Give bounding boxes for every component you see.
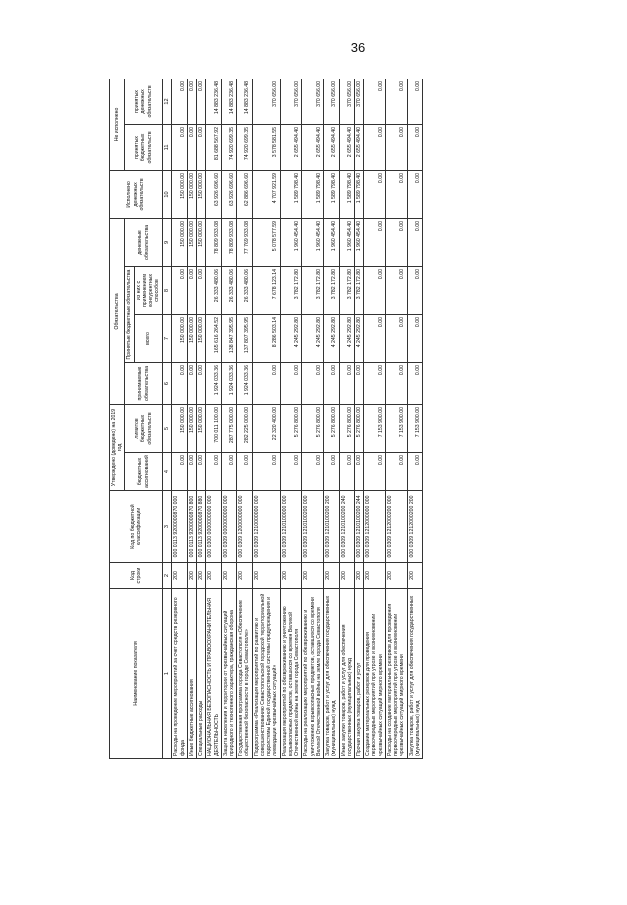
cell-not-fulfilled-budget: 2 655 494.40	[339, 124, 354, 170]
cell-budget-allocations: 0.00	[280, 453, 302, 491]
cell-budget-allocations: 0.00	[385, 453, 407, 491]
cell-budget-class-code: 000 0113 9200000870 800	[187, 491, 196, 563]
cell-budget-allocations: 0.00	[324, 453, 339, 491]
cell-competitive: 0.00	[197, 267, 206, 315]
cell-competitive: 3 782 172.80	[302, 267, 324, 315]
cell-name: Расходы на проведение мероприятий за счет средств резервного фонда	[172, 589, 187, 759]
header-budget-class-code: Код по бюджетной классификации	[110, 491, 163, 563]
cell-accepted-obligations: 0.00	[385, 363, 407, 405]
cell-fulfilled-monetary: 150 000.00	[172, 170, 187, 218]
cell-monetary: 77 769 933.08	[237, 218, 252, 266]
cell-row-code: 200	[385, 563, 407, 589]
cell-row-code: 200	[407, 563, 422, 589]
cell-budget-allocations: 0.00	[252, 453, 280, 491]
cell-accepted-obligations: 0.00	[302, 363, 324, 405]
table-row	[172, 79, 187, 759]
cell-accepted-total: 137 807 395.95	[237, 315, 252, 363]
cell-name: Подпрограмма «Реализация мероприятий по развитию и совершенствованию Севастопольской городской территориальной подсистемы Единой государственной системы предупреждения и ликвидации чрезвычайных ситуаций»	[252, 589, 280, 759]
cell-competitive: 3 782 172.80	[280, 267, 302, 315]
header-row-code: Код строки	[110, 563, 163, 589]
cell-monetary: 78 809 933.08	[221, 218, 236, 266]
cell-accepted-obligations: 0.00	[252, 363, 280, 405]
cell-budget-limits: 7 153 900.00	[364, 405, 386, 453]
cell-fulfilled-monetary: 63 926 696.60	[221, 170, 236, 218]
cell-competitive: 7 678 123.14	[252, 267, 280, 315]
cell-budget-limits: 5 276 800.00	[302, 405, 324, 453]
cell-competitive: 3 782 172.80	[354, 267, 363, 315]
cell-budget-limits: 700 011 100.00	[206, 405, 221, 453]
cell-budget-class-code: 000 0113 9200000870 000	[172, 491, 187, 563]
cell-fulfilled-monetary: 150 000.00	[197, 170, 206, 218]
cell-competitive: 26 333 480.06	[221, 267, 236, 315]
cell-name: Закупка товаров, работ и услуг для обеспечения государственных (муниципальных) нужд	[407, 589, 422, 759]
header-competitive: из них с применением конкурентных способов	[134, 267, 162, 315]
cell-not-fulfilled-monetary: 370 656.00	[339, 79, 354, 124]
cell-budget-allocations: 0.00	[407, 453, 422, 491]
cell-fulfilled-monetary: 63 926 696.60	[206, 170, 221, 218]
cell-monetary: 150 000.00	[187, 218, 196, 266]
cell-not-fulfilled-monetary: 0.00	[187, 79, 196, 124]
cell-not-fulfilled-monetary: 0.00	[172, 79, 187, 124]
cell-accepted-obligations: 0.00	[324, 363, 339, 405]
cell-name: Закупка товаров, работ и услуг для обеспечения государственных (муниципальных) нужд	[324, 589, 339, 759]
header-not-accepted-budget: принятых бюджетных обязательств	[125, 124, 162, 170]
cell-not-fulfilled-budget: 2 655 494.40	[280, 124, 302, 170]
cell-fulfilled-monetary: 1 589 798.40	[354, 170, 363, 218]
header-not-accepted-monetary: принятых денежных обязательств	[125, 79, 162, 124]
cell-not-fulfilled-budget: 74 920 699.35	[221, 124, 236, 170]
cell-not-fulfilled-monetary: 370 656.00	[252, 79, 280, 124]
cell-not-fulfilled-budget: 81 688 567.92	[206, 124, 221, 170]
cell-row-code: 200	[197, 563, 206, 589]
cell-competitive: 0.00	[385, 267, 407, 315]
cell-budget-allocations: 0.00	[302, 453, 324, 491]
cell-monetary: 1 960 454.40	[324, 218, 339, 266]
cell-not-fulfilled-monetary: 370 656.00	[302, 79, 324, 124]
cell-fulfilled-monetary: 0.00	[385, 170, 407, 218]
cell-name: Реализация мероприятий по обезвреживанию и уничтожению взрывоопасных предметов, оставшихся со времен Великой Отечественной войны на земле города Севастополя	[280, 589, 302, 759]
cell-budget-allocations: 0.00	[339, 453, 354, 491]
cell-not-fulfilled-monetary: 370 656.00	[324, 79, 339, 124]
column-number: 11	[162, 124, 172, 170]
table-row	[187, 79, 196, 759]
column-number-row	[162, 79, 172, 759]
cell-row-code: 200	[252, 563, 280, 589]
cell-competitive: 3 782 172.80	[324, 267, 339, 315]
cell-name: Прочая закупка товаров, работ и услуг	[354, 589, 363, 759]
cell-row-code: 200	[206, 563, 221, 589]
cell-not-fulfilled-monetary: 370 656.00	[280, 79, 302, 124]
cell-monetary: 150 000.00	[172, 218, 187, 266]
table-row	[197, 79, 206, 759]
header-accepted-obligations: принимаемые обязательства	[125, 363, 162, 405]
cell-accepted-total: 150 000.00	[172, 315, 187, 363]
cell-accepted-obligations: 0.00	[187, 363, 196, 405]
cell-name: НАЦИОНАЛЬНАЯ БЕЗОПАСНОСТЬ И ПРАВООХРАНИТЕЛЬНАЯ ДЕЯТЕЛЬНОСТЬ	[206, 589, 221, 759]
cell-budget-allocations: 0.00	[206, 453, 221, 491]
table-row	[280, 79, 302, 759]
cell-name: Специальные расходы	[197, 589, 206, 759]
cell-not-fulfilled-monetary: 0.00	[385, 79, 407, 124]
cell-competitive: 3 782 172.80	[339, 267, 354, 315]
cell-budget-allocations: 0.00	[187, 453, 196, 491]
cell-accepted-total: 150 000.00	[197, 315, 206, 363]
header-approved-group: Утверждено (доведено) на 2019 год	[110, 405, 125, 491]
table-row	[354, 79, 363, 759]
cell-budget-class-code: 000 0309 1212000200 000	[385, 491, 407, 563]
cell-budget-allocations: 0.00	[364, 453, 386, 491]
table-row	[221, 79, 236, 759]
cell-monetary: 1 960 454.40	[354, 218, 363, 266]
column-number: 7	[162, 315, 172, 363]
header-total: всего	[134, 315, 162, 363]
page-number: 36	[350, 40, 366, 55]
table-row	[407, 79, 422, 759]
table-row	[385, 79, 407, 759]
cell-row-code: 200	[354, 563, 363, 589]
cell-budget-allocations: 0.00	[221, 453, 236, 491]
cell-not-fulfilled-monetary: 14 883 236.48	[206, 79, 221, 124]
table-row	[206, 79, 221, 759]
cell-fulfilled-monetary: 1 589 798.40	[302, 170, 324, 218]
cell-monetary: 150 000.00	[197, 218, 206, 266]
column-number: 12	[162, 79, 172, 124]
cell-accepted-total: 165 616 264.52	[206, 315, 221, 363]
cell-not-fulfilled-budget: 74 920 699.35	[237, 124, 252, 170]
cell-monetary: 1 960 454.40	[339, 218, 354, 266]
cell-monetary: 0.00	[364, 218, 386, 266]
cell-fulfilled-monetary: 150 000.00	[187, 170, 196, 218]
cell-accepted-total: 0.00	[364, 315, 386, 363]
cell-not-fulfilled-monetary: 0.00	[364, 79, 386, 124]
column-number: 1	[162, 589, 172, 759]
cell-accepted-total: 4 245 292.80	[324, 315, 339, 363]
cell-competitive: 26 333 480.06	[237, 267, 252, 315]
table-row	[252, 79, 280, 759]
column-number: 3	[162, 491, 172, 563]
column-number: 6	[162, 363, 172, 405]
cell-budget-class-code: 000 0309 1210100200 240	[339, 491, 354, 563]
table-row	[237, 79, 252, 759]
cell-accepted-obligations: 0.00	[354, 363, 363, 405]
table-body	[172, 79, 423, 759]
column-number: 9	[162, 218, 172, 266]
cell-budget-class-code: 000 0309 1210000000 000	[252, 491, 280, 563]
cell-competitive: 0.00	[364, 267, 386, 315]
cell-budget-class-code: 000 0309 1210100200 000	[302, 491, 324, 563]
cell-competitive: 0.00	[172, 267, 187, 315]
header-not-fulfilled-group: Не исполнено	[110, 79, 125, 170]
rotated-table	[109, 79, 594, 759]
cell-budget-limits: 7 153 900.00	[407, 405, 422, 453]
cell-competitive: 0.00	[407, 267, 422, 315]
header-name: Наименование показателя	[110, 589, 163, 759]
header-budget-allocations: бюджетных ассигнований	[125, 453, 162, 491]
cell-budget-limits: 5 276 800.00	[324, 405, 339, 453]
cell-fulfilled-monetary: 62 886 696.60	[237, 170, 252, 218]
cell-row-code: 200	[302, 563, 324, 589]
cell-budget-limits: 22 320 400.00	[252, 405, 280, 453]
cell-budget-class-code: 000 0309 1212000000 000	[364, 491, 386, 563]
cell-monetary: 0.00	[407, 218, 422, 266]
cell-row-code: 200	[237, 563, 252, 589]
cell-accepted-obligations: 0.00	[364, 363, 386, 405]
cell-row-code: 200	[221, 563, 236, 589]
cell-budget-limits: 282 225 000.00	[237, 405, 252, 453]
cell-budget-class-code: 000 0113 9200000870 880	[197, 491, 206, 563]
budget-execution-table	[109, 79, 423, 759]
cell-not-fulfilled-monetary: 0.00	[407, 79, 422, 124]
cell-budget-class-code: 000 0309 1210100200 244	[354, 491, 363, 563]
cell-not-fulfilled-budget: 0.00	[364, 124, 386, 170]
cell-fulfilled-monetary: 0.00	[364, 170, 386, 218]
cell-row-code: 200	[364, 563, 386, 589]
cell-accepted-total: 138 847 395.95	[221, 315, 236, 363]
column-number: 4	[162, 453, 172, 491]
cell-accepted-obligations: 0.00	[197, 363, 206, 405]
cell-name: Иные бюджетные ассигнования	[187, 589, 196, 759]
cell-accepted-total: 4 245 292.80	[339, 315, 354, 363]
cell-accepted-obligations: 0.00	[407, 363, 422, 405]
cell-accepted-total: 4 245 292.80	[302, 315, 324, 363]
cell-budget-class-code: 000 0309 1212000200 200	[407, 491, 422, 563]
table-row	[324, 79, 339, 759]
cell-row-code: 200	[187, 563, 196, 589]
cell-competitive: 26 333 480.06	[206, 267, 221, 315]
cell-budget-limits: 5 276 800.00	[339, 405, 354, 453]
cell-not-fulfilled-budget: 0.00	[197, 124, 206, 170]
cell-not-fulfilled-budget: 2 655 494.40	[324, 124, 339, 170]
cell-not-fulfilled-budget: 0.00	[172, 124, 187, 170]
cell-budget-limits: 150 000.00	[172, 405, 187, 453]
cell-competitive: 0.00	[187, 267, 196, 315]
cell-monetary: 1 960 454.40	[302, 218, 324, 266]
cell-budget-class-code: 000 0309 0000000000 000	[221, 491, 236, 563]
cell-not-fulfilled-monetary: 370 656.00	[354, 79, 363, 124]
cell-accepted-obligations: 0.00	[172, 363, 187, 405]
cell-budget-limits: 7 153 900.00	[385, 405, 407, 453]
cell-accepted-total: 150 000.00	[187, 315, 196, 363]
cell-name: Создание материальных резервов для проведения первоочередных мероприятий при угрозе и возникновении чрезвычайных ситуаций мирного времени	[364, 589, 386, 759]
cell-budget-allocations: 0.00	[237, 453, 252, 491]
cell-accepted-obligations: 0.00	[339, 363, 354, 405]
cell-budget-limits: 150 000.00	[187, 405, 196, 453]
column-number: 5	[162, 405, 172, 453]
cell-accepted-total: 8 286 503.14	[252, 315, 280, 363]
cell-budget-class-code: 000 0309 1200000000 000	[237, 491, 252, 563]
cell-fulfilled-monetary: 1 589 798.40	[280, 170, 302, 218]
cell-accepted-obligations: 1 924 033.36	[221, 363, 236, 405]
cell-accepted-obligations: 0.00	[280, 363, 302, 405]
cell-not-fulfilled-monetary: 0.00	[197, 79, 206, 124]
cell-budget-limits: 5 276 800.00	[354, 405, 363, 453]
cell-accepted-total: 0.00	[385, 315, 407, 363]
header-budget-limits: лимитов бюджетных обязательств	[125, 405, 162, 453]
cell-not-fulfilled-budget: 3 578 581.55	[252, 124, 280, 170]
cell-name: Государственная программа города Севастополя «Обеспечение общественной безопасности в городе Севастополе»	[237, 589, 252, 759]
cell-budget-limits: 5 276 800.00	[280, 405, 302, 453]
cell-monetary: 0.00	[385, 218, 407, 266]
cell-name: Иные закупки товаров, работ и услуг для обеспечения государственных (муниципальных) нужд	[339, 589, 354, 759]
cell-name: Расходы на реализацию мероприятий по обезвреживанию и уничтожению взрывоопасных предметов, оставшихся со времени Великой Отечественной войны на земле города Севастополя	[302, 589, 324, 759]
cell-budget-limits: 150 000.00	[197, 405, 206, 453]
table-row	[302, 79, 324, 759]
cell-monetary: 1 960 454.40	[280, 218, 302, 266]
column-number: 10	[162, 170, 172, 218]
cell-not-fulfilled-budget: 2 655 494.40	[354, 124, 363, 170]
rotated-table-area	[109, 79, 594, 759]
cell-budget-allocations: 0.00	[197, 453, 206, 491]
cell-budget-class-code: 000 0309 1210100000 000	[280, 491, 302, 563]
cell-accepted-total: 0.00	[407, 315, 422, 363]
cell-not-fulfilled-budget: 0.00	[187, 124, 196, 170]
table-header	[110, 79, 172, 759]
cell-not-fulfilled-monetary: 14 883 236.48	[221, 79, 236, 124]
cell-fulfilled-monetary: 1 589 798.40	[339, 170, 354, 218]
column-number: 2	[162, 563, 172, 589]
cell-budget-allocations: 0.00	[172, 453, 187, 491]
cell-accepted-obligations: 1 924 033.36	[237, 363, 252, 405]
table-row	[339, 79, 354, 759]
cell-not-fulfilled-budget: 2 655 494.40	[302, 124, 324, 170]
cell-not-fulfilled-budget: 0.00	[407, 124, 422, 170]
cell-budget-limits: 287 775 000.00	[221, 405, 236, 453]
cell-budget-class-code: 000 0300 0000000000 000	[206, 491, 221, 563]
cell-accepted-obligations: 1 924 033.36	[206, 363, 221, 405]
cell-fulfilled-monetary: 4 707 921.59	[252, 170, 280, 218]
cell-row-code: 200	[324, 563, 339, 589]
table-row	[364, 79, 386, 759]
cell-accepted-total: 4 245 292.80	[354, 315, 363, 363]
cell-row-code: 200	[280, 563, 302, 589]
header-accepted-budget-group: Принятые бюджетные обязательства	[125, 267, 134, 363]
cell-accepted-total: 4 245 292.80	[280, 315, 302, 363]
cell-row-code: 200	[172, 563, 187, 589]
cell-row-code: 200	[339, 563, 354, 589]
header-fulfilled-monetary: Исполнено денежных обязательств	[110, 170, 163, 218]
cell-fulfilled-monetary: 0.00	[407, 170, 422, 218]
cell-name: Защита населения и территории от чрезвычайных ситуаций природного и техногенного характера, гражданская оборона	[221, 589, 236, 759]
cell-name: Расходы на создание материальных резервов для проведения первоочередных мероприятий при угрозе и возникновении чрезвычайных ситуаций мирного времени	[385, 589, 407, 759]
cell-budget-class-code: 000 0309 1210100200 200	[324, 491, 339, 563]
cell-monetary: 78 809 933.08	[206, 218, 221, 266]
cell-budget-allocations: 0.00	[354, 453, 363, 491]
column-number: 8	[162, 267, 172, 315]
cell-not-fulfilled-monetary: 14 883 236.48	[237, 79, 252, 124]
header-obligations-group: Обязательства	[110, 218, 125, 404]
header-monetary: денежные обязательства	[125, 218, 162, 266]
cell-not-fulfilled-budget: 0.00	[385, 124, 407, 170]
cell-fulfilled-monetary: 1 589 798.40	[324, 170, 339, 218]
cell-monetary: 5 078 577.59	[252, 218, 280, 266]
